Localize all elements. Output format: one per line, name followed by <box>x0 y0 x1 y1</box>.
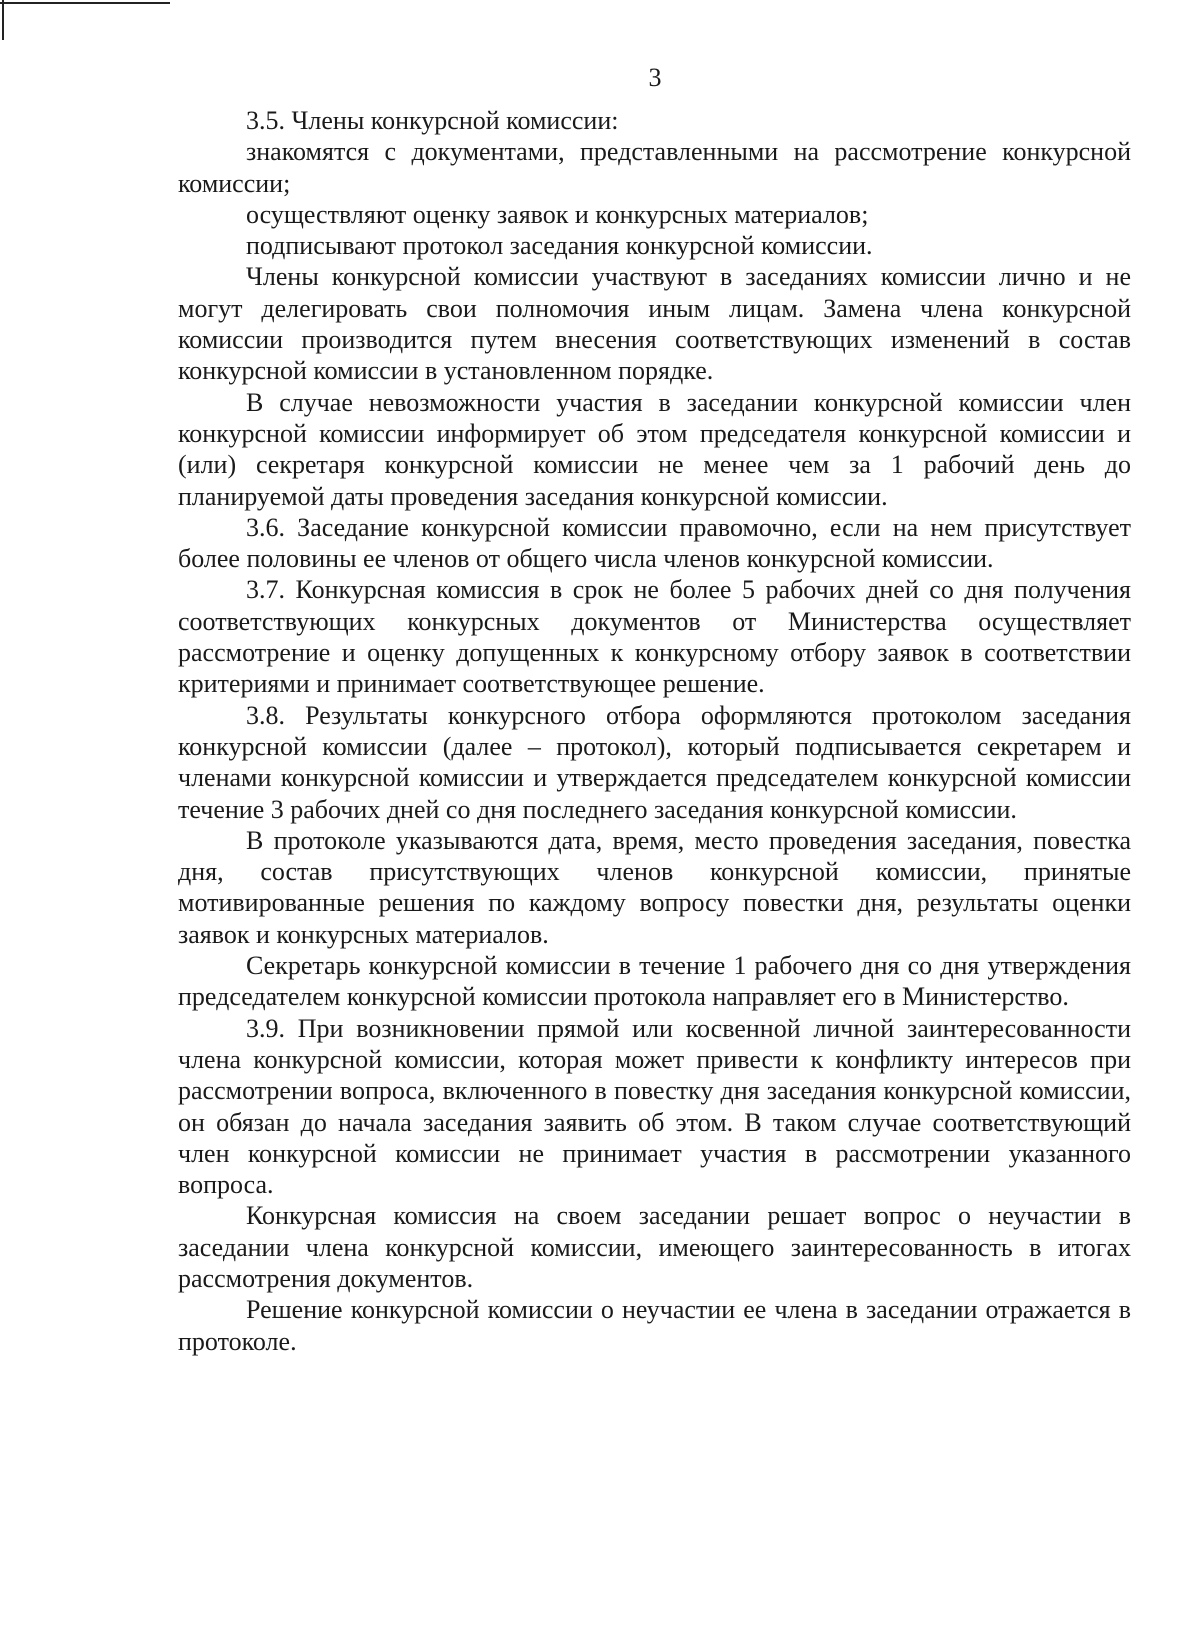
paragraph-non-participation-decision: Конкурсная комиссия на своем заседании решает вопрос о неучастии в заседании члена конкурсной комиссии, имеющего заинтересованность в итогах рассмотрения документов. <box>178 1201 1131 1293</box>
paragraph-3-9-conflict-of-interest: 3.9. При возникновении прямой или косвенной личной заинтересованности члена конкурсной комиссии, которая может привести к конфликту интересов при рассмотрении вопроса, включенного в повестку дня заседания конкурсной комиссии, он обязан до начала заседания заявить об этом. В таком случае соответствующий член конкурсной комиссии не принимает участия в рассмотрении указанного вопроса. <box>178 1013 1131 1200</box>
paragraph-protocol-contents: В протоколе указываются дата, время, место проведения заседания, повестка дня, состав присутствующих членов конкурсной комиссии, принятые мотивированные решения по каждому вопросу повестки дня, результаты оценки заявок и конкурсных материалов. <box>178 825 1131 949</box>
paragraph-absence-notice: В случае невозможности участия в заседании конкурсной комиссии член конкурсной комиссии информирует об этом председателя конкурсной комиссии и (или) секретаря конкурсной комиссии не менее чем за 1 рабочий день до планируемой даты проведения заседания конкурсной комиссии. <box>178 387 1131 511</box>
paragraph-secretary-submission: Секретарь конкурсной комиссии в течение 1 рабочего дня со дня утверждения председателем конкурсной комиссии протокола направляет его в Министерство. <box>178 951 1131 1012</box>
scan-edge-mark <box>2 0 4 40</box>
paragraph-duty-review: знакомятся с документами, представленными на рассмотрение конкурсной комиссии; <box>178 137 1131 198</box>
paragraph-personal-participation: Члены конкурсной комиссии участвуют в заседаниях комиссии лично и не могут делегировать свои полномочия иным лицам. Замена члена конкурсной комиссии производится путем внесения соответствующих изменений в состав конкурсной комиссии в установленном порядке. <box>178 262 1131 386</box>
scan-edge-mark <box>0 2 170 4</box>
paragraph-3-8-protocol: 3.8. Результаты конкурсного отбора оформляются протоколом заседания конкурсной комиссии (далее – протокол), который подписывается секретарем и членами конкурсной комиссии и утверждается председателем конкурсной комиссии течение 3 рабочих дней со дня последнего заседания конкурсной комиссии. <box>178 700 1131 824</box>
page-number: 3 <box>648 63 662 92</box>
document-body <box>178 105 1131 1357</box>
paragraph-3-7-review-period: 3.7. Конкурсная комиссия в срок не более 5 рабочих дней со дня получения соответствующих конкурсных документов от Министерства осуществляет рассмотрение и оценку допущенных к конкурсному отбору заявок в соответствии критериями и принимает соответствующее решение. <box>178 575 1131 699</box>
paragraph-3-6-quorum: 3.6. Заседание конкурсной комиссии правомочно, если на нем присутствует более половины ее членов от общего числа членов конкурсной комиссии. <box>178 512 1131 574</box>
paragraph-duty-evaluate: осуществляют оценку заявок и конкурсных материалов; <box>246 199 869 229</box>
paragraph-duty-sign: подписывают протокол заседания конкурсной комиссии. <box>246 231 873 261</box>
paragraph-3-5-heading: 3.5. Члены конкурсной комиссии: <box>246 106 619 135</box>
paragraph-decision-recorded: Решение конкурсной комиссии о неучастии ее члена в заседании отражается в протоколе. <box>178 1295 1131 1356</box>
